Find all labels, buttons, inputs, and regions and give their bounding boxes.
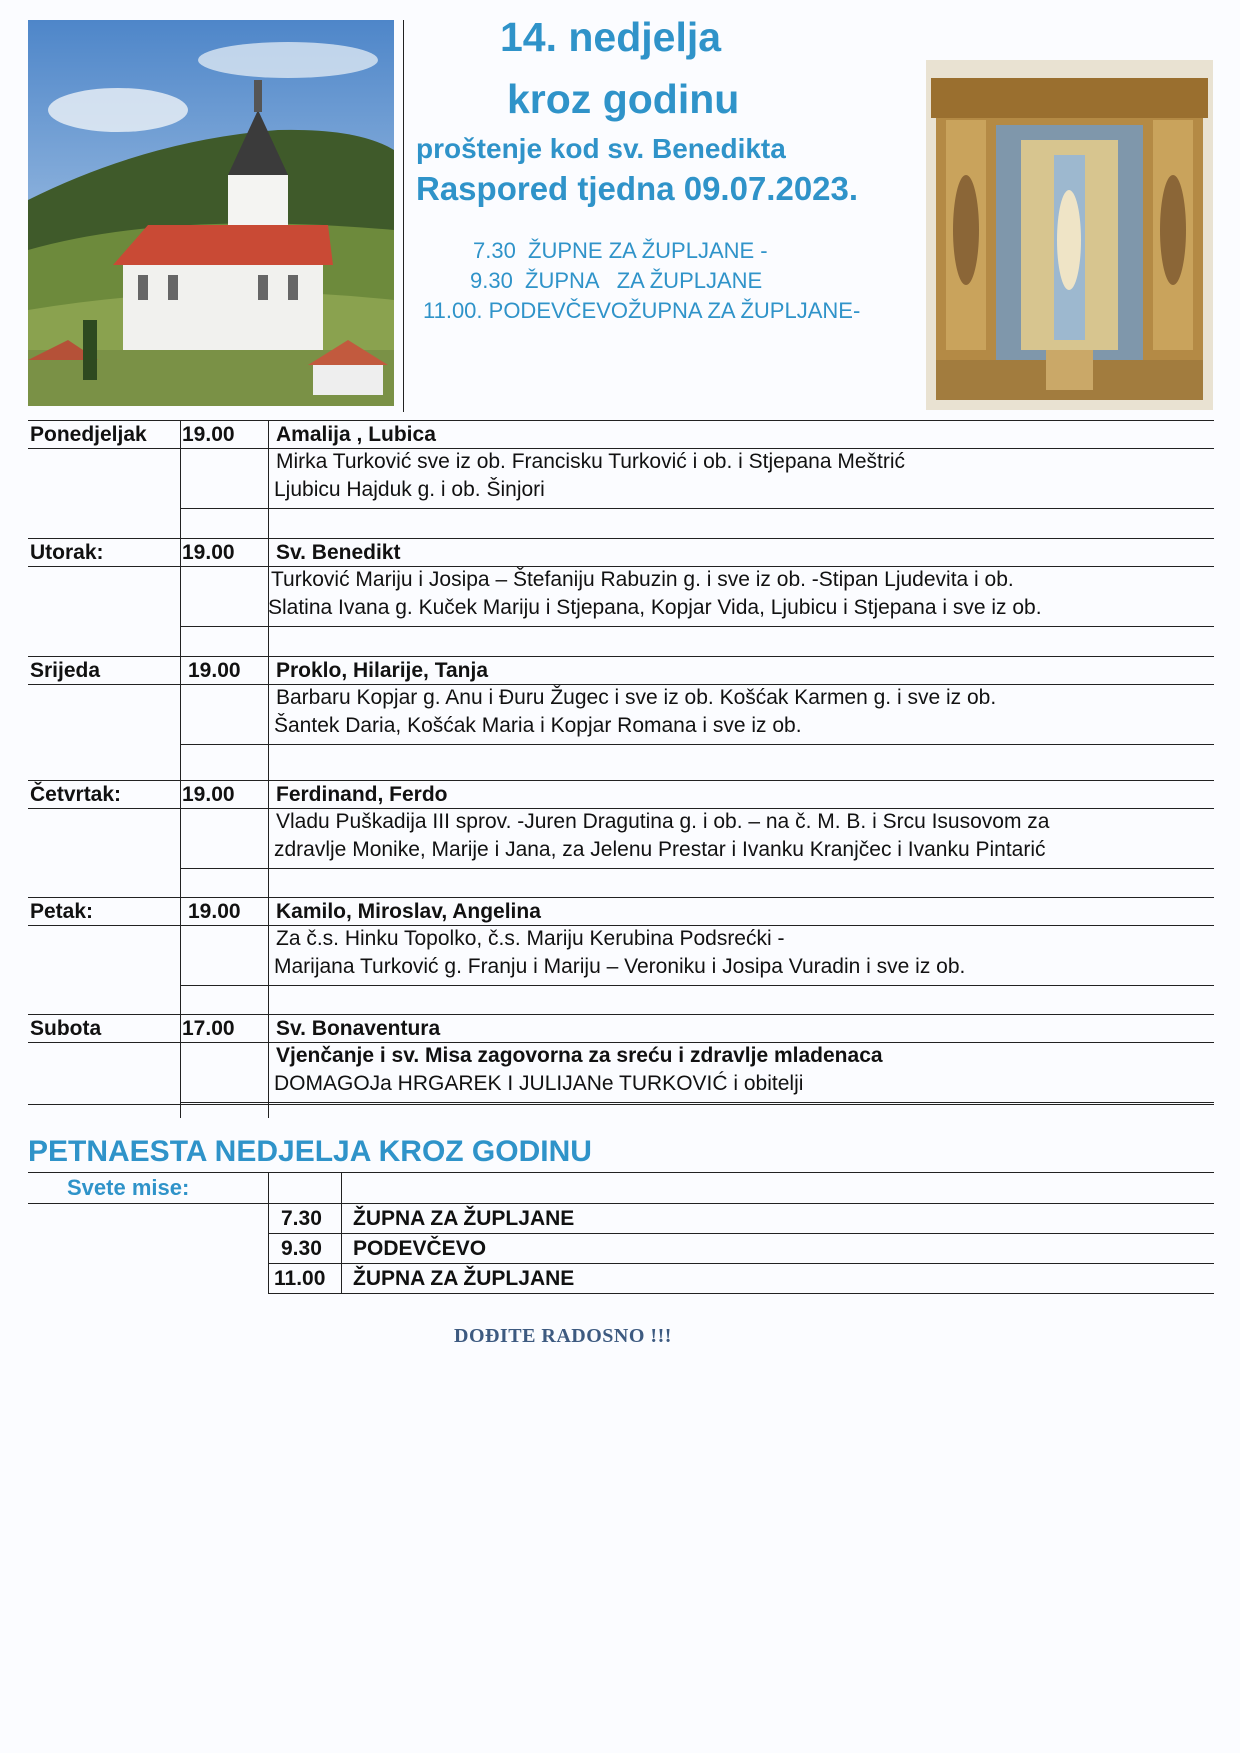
column-rule <box>180 420 181 538</box>
saints-of-day: Amalija , Lubica <box>276 423 436 446</box>
day-name: Četvrtak: <box>30 783 122 806</box>
row-rule <box>28 1203 1214 1204</box>
row-rule <box>180 744 1214 745</box>
intention-line: Barbaru Kopjar g. Anu i Đuru Žugec i sve iz ob. Košćak Karmen g. i sve iz ob. <box>276 686 997 709</box>
row-rule <box>268 1263 1214 1264</box>
mass-time: 17.00 <box>182 1017 235 1040</box>
mass-time: 7.30 <box>281 1207 322 1230</box>
mass-time: 19.00 <box>182 783 235 806</box>
column-rule <box>180 656 181 780</box>
row-rule <box>268 1233 1214 1234</box>
sunday-mass-1: 7.30 ŽUPNE ZA ŽUPLJANE - <box>473 238 768 263</box>
mass-time: 19.00 <box>188 900 241 923</box>
day-name: Petak: <box>30 900 94 923</box>
subtitle: proštenje kod sv. Benedikta <box>416 133 786 164</box>
intention-line: Marijana Turković g. Franju i Mariju – Veroniku i Josipa Vuradin i sve iz ob. <box>274 955 966 978</box>
row-rule <box>180 868 1214 869</box>
row-rule <box>28 538 1214 539</box>
column-rule <box>180 1014 181 1118</box>
saints-of-day: Kamilo, Miroslav, Angelina <box>276 900 541 923</box>
column-rule <box>268 1014 269 1118</box>
week-line: Raspored tjedna 09.07.2023. <box>416 170 859 207</box>
table-bottom-rule <box>28 1104 1214 1105</box>
row-rule <box>28 566 1214 567</box>
title-line1: 14. nedjelja <box>500 14 722 60</box>
row-rule <box>180 1102 1214 1103</box>
day-name: Srijeda <box>30 659 101 682</box>
mass-time: 19.00 <box>182 423 235 446</box>
row-rule <box>28 684 1214 685</box>
intention-line: Vjenčanje i sv. Misa zagovorna za sreću i zdravlje mladenaca <box>276 1044 883 1067</box>
next-sunday-title: PETNAESTA NEDJELJA KROZ GODINU <box>28 1135 592 1168</box>
day-name: Subota <box>30 1017 102 1040</box>
church-photo <box>28 20 394 406</box>
mass-description: ŽUPNA ZA ŽUPLJANE <box>353 1207 575 1230</box>
intention-line: DOMAGOJa HRGAREK I JULIJANe TURKOVIĆ i obitelji <box>274 1072 804 1095</box>
row-rule <box>180 626 1214 627</box>
column-rule <box>268 656 269 780</box>
mass-time: 9.30 <box>281 1237 322 1260</box>
intention-line: Ljubicu Hajduk g. i ob. Šinjori <box>274 478 545 501</box>
row-rule <box>28 925 1214 926</box>
intention-line: zdravlje Monike, Marije i Jana, za Jelenu Prestar i Ivanku Kranjčec i Ivanku Pintarić <box>274 838 1046 861</box>
row-rule <box>28 780 1214 781</box>
row-rule <box>268 1293 1214 1294</box>
column-rule <box>268 897 269 1014</box>
intention-line: Slatina Ivana g. Kuček Mariju i Stjepana, Kopjar Vida, Ljubicu i Stjepana i sve iz ob. <box>268 596 1042 619</box>
closing-text: DOĐITE RADOSNO !!! <box>454 1325 672 1347</box>
mass-time: 19.00 <box>188 659 241 682</box>
column-rule <box>180 780 181 897</box>
mass-time: 19.00 <box>182 541 235 564</box>
mass-description: PODEVČEVO <box>353 1237 487 1260</box>
mass-time: 11.00 <box>274 1267 326 1290</box>
saints-of-day: Sv. Benedikt <box>276 541 401 564</box>
intention-line: Za č.s. Hinku Topolko, č.s. Mariju Kerubina Podsrećki - <box>276 927 785 950</box>
row-rule <box>28 656 1214 657</box>
row-rule <box>28 1014 1214 1015</box>
row-rule <box>180 508 1214 509</box>
intention-line: Šantek Daria, Košćak Maria i Kopjar Romana i sve iz ob. <box>274 714 802 737</box>
intention-line: Turković Mariju i Josipa – Štefaniju Rabuzin g. i sve iz ob. -Stipan Ljudevita i ob. <box>271 568 1014 591</box>
title-line2: kroz godinu <box>507 76 740 122</box>
saints-of-day: Ferdinand, Ferdo <box>276 783 448 806</box>
column-rule <box>268 780 269 897</box>
sunday-mass-2: 9.30 ŽUPNA ZA ŽUPLJANE <box>470 268 763 293</box>
row-rule <box>28 897 1214 898</box>
row-rule <box>180 985 1214 986</box>
day-name: Ponedjeljak <box>30 423 147 446</box>
saints-of-day: Sv. Bonaventura <box>276 1017 441 1040</box>
row-rule <box>28 808 1214 809</box>
intention-line: Vladu Puškadija III sprov. -Juren Dragutina g. i ob. – na č. M. B. i Srcu Isusovom za <box>276 810 1050 833</box>
column-rule <box>180 538 181 656</box>
row-rule <box>28 448 1214 449</box>
sunday-mass-3: 11.00. PODEVČEVOŽUPNA ZA ŽUPLJANE- <box>423 298 861 323</box>
column-rule <box>268 420 269 538</box>
table-top-rule <box>28 420 1214 421</box>
column-rule <box>180 897 181 1014</box>
header-divider <box>403 20 404 412</box>
altar-photo <box>926 60 1213 410</box>
mass-description: ŽUPNA ZA ŽUPLJANE <box>353 1267 575 1290</box>
saints-of-day: Proklo, Hilarije, Tanja <box>276 659 489 682</box>
next-sunday-rule <box>28 1172 1214 1173</box>
row-rule <box>28 1042 1214 1043</box>
day-name: Utorak: <box>30 541 104 564</box>
intention-line: Mirka Turković sve iz ob. Francisku Turković i ob. i Stjepana Meštrić <box>276 450 906 473</box>
holy-masses-label: Svete mise: <box>67 1175 190 1200</box>
